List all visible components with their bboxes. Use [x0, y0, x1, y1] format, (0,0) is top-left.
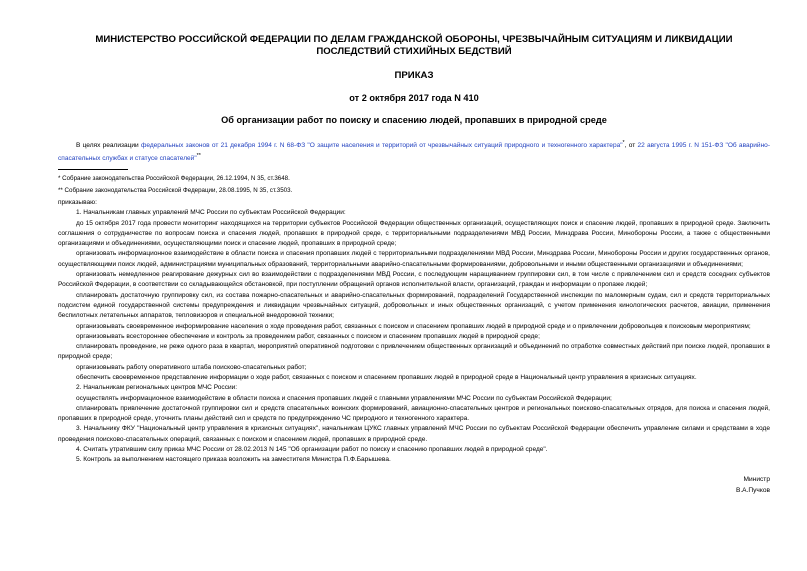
footnote-mark-1: *	[622, 140, 625, 146]
paragraph: спланировать достаточную группировку сил, из состава пожарно-спасательных и аварийно-спасательных формирований, подразделений Государственной инспекции по маломерным судам, сил и средств территориальных подсистем единой государственной системы предупреждения и ликвидации чрезвычайных ситуаций, добровольных и иных общественных организаций, с учетом применения кинологических расчетов, авиации, применения беспилотных летательных аппаратов, тепловизоров и специальной внедорожной техники;	[58, 291, 770, 320]
footnote: * Собрание законодательства Российской Федерации, 26.12.1994, N 35, ст.3648.	[58, 174, 290, 182]
law-link-151fz[interactable]: 22 августа 1995 г. N 151-ФЗ "Об аварийно-спасательных службах и статусе спасателей"	[58, 142, 771, 163]
footnote-mark-2: **	[196, 153, 201, 160]
ministry-title: МИНИСТЕРСТВО РОССИЙСКОЙ ФЕДЕРАЦИИ ПО ДЕЛАМ ГРАЖДАНСКОЙ ОБОРОНЫ, ЧРЕЗВЫЧАЙНЫМ СИТУАЦИЯМ И ЛИКВИДАЦИИ ПОСЛЕДСТВИЙ СТИХИЙНЫХ БЕДСТВИЙ	[95, 34, 733, 57]
paragraph: организовывать работу оперативного штаба поисково-спасательных работ;	[76, 363, 307, 371]
preamble-lead: В целях реализации	[76, 142, 141, 150]
preamble-mid: , от	[624, 142, 638, 150]
paragraph: спланировать проведение, не реже одного раза в квартал, мероприятий оперативной подготовки с привлечением общественных организаций и объединений по отработке совместных действий при поиске людей, пропавших в природной среде;	[58, 343, 770, 361]
paragraph: обеспечить своевременное представление информации о ходе работ, связанных с поиском и спасением пропавших людей в природной среде в Национальный центр управления в кризисных ситуациях.	[76, 373, 697, 381]
signature-name: В.А.Пучков	[735, 486, 770, 494]
orders-word: приказываю:	[58, 198, 97, 206]
paragraph: организовать информационное взаимодействие в области поиска и спасения пропавших людей с территориальными подразделениями МВД России, Минздрава России, Минобороны России и других государственных органов, осуществляющими поиск людей, администрациями муниципальных образований, территориальными аварийно-спасательными формированиями, добровольными и иными общественными организациями и объединениями;	[58, 250, 770, 268]
law-link-68fz[interactable]: федеральных законов от 21 декабря 1994 г. N 68-ФЗ "О защите населения и территорий от чрезвычайных ситуаций природного и техногенного характера"	[140, 142, 623, 150]
paragraph: 3. Начальнику ФКУ "Национальный центр управления в кризисных ситуациях", начальникам ЦУКС главных управлений МЧС России по субъектам Российской Федерации обеспечить управление силами и средствами в ходе проведения поисково-спасательных операций, связанных с поиском и спасением людей, пропавших в природной среде.	[58, 425, 770, 443]
signature-position: Министр	[743, 475, 770, 483]
footnote: ** Собрание законодательства Российской Федерации, 28.08.1995, N 35, ст.3503.	[58, 186, 293, 194]
paragraph: 5. Контроль за выполнением настоящего приказа возложить на заместителя Министра П.Ф.Барышева.	[76, 456, 391, 464]
paragraph: 1. Начальникам главных управлений МЧС России по субъектам Российской Федерации:	[76, 209, 346, 217]
signature-block	[736, 474, 770, 496]
paragraph: спланировать привлечение достаточной группировки сил и средств спасательных воинских формирований, авиационно-спасательных центров и региональных поисково-спасательных отрядов, для поиска и спасения людей, пропавших в природной среде, уточнить планы действий сил и средств по предупреждению ЧС природного и техногенного характера.	[58, 404, 770, 423]
paragraph: организовать немедленное реагирование дежурных сил во взаимодействии с подразделениями МВД России, с последующим наращиванием группировки сил, в том числе с привлечением сил и средств соседних субъектов Российской Федерации, в соответствии со складывающейся обстановкой, при поступлении обращений органов исполнительной власти, организаций, граждан и информации о пропаже людей;	[58, 271, 770, 289]
paragraph: 4. Считать утратившим силу приказ МЧС России от 28.02.2013 N 145 "Об организации работ по поиску и спасению пропавших людей в природной среде".	[76, 446, 548, 454]
paragraph: 2. Начальникам региональных центров МЧС России:	[76, 384, 238, 392]
footnote-divider	[58, 169, 128, 170]
date-number: от 2 октября 2017 года N 410	[349, 93, 479, 103]
document-subject: Об организации работ по поиску и спасению людей, пропавших в природной среде	[221, 115, 607, 125]
preamble	[58, 138, 770, 165]
paragraph: организовывать своевременное информирование населения о ходе проведения работ, связанных с поиском и спасением пропавших людей в природной среде и о привлечении добровольцев к поисковым мероприятиям;	[76, 322, 751, 330]
document-type: ПРИКАЗ	[394, 70, 434, 81]
paragraph: организовывать всестороннее обеспечение и контроль за проведением работ, связанных с поиском и спасением пропавших людей в природной среде;	[76, 332, 540, 340]
paragraph: до 15 октября 2017 года провести мониторинг находящихся на территории субъектов Российской Федерации общественных организаций, осуществляющих поиск и спасение людей, пропавших в природной среде. Заключить соглашения о сотрудничестве по вопросам поиска и спасения людей, пропавших в природной среде, с территориальными подразделениями МВД России, Минздрава России, Минобороны России, а также с общественными организациями и объединениями, осуществляющими поиск и спасение людей, пропавших в природной среде;	[58, 219, 770, 248]
paragraph: осуществлять информационное взаимодействие в области поиска и спасения пропавших людей с главными управлениями МЧС России по субъектам Российской Федерации;	[76, 394, 612, 402]
document-page	[58, 34, 771, 494]
